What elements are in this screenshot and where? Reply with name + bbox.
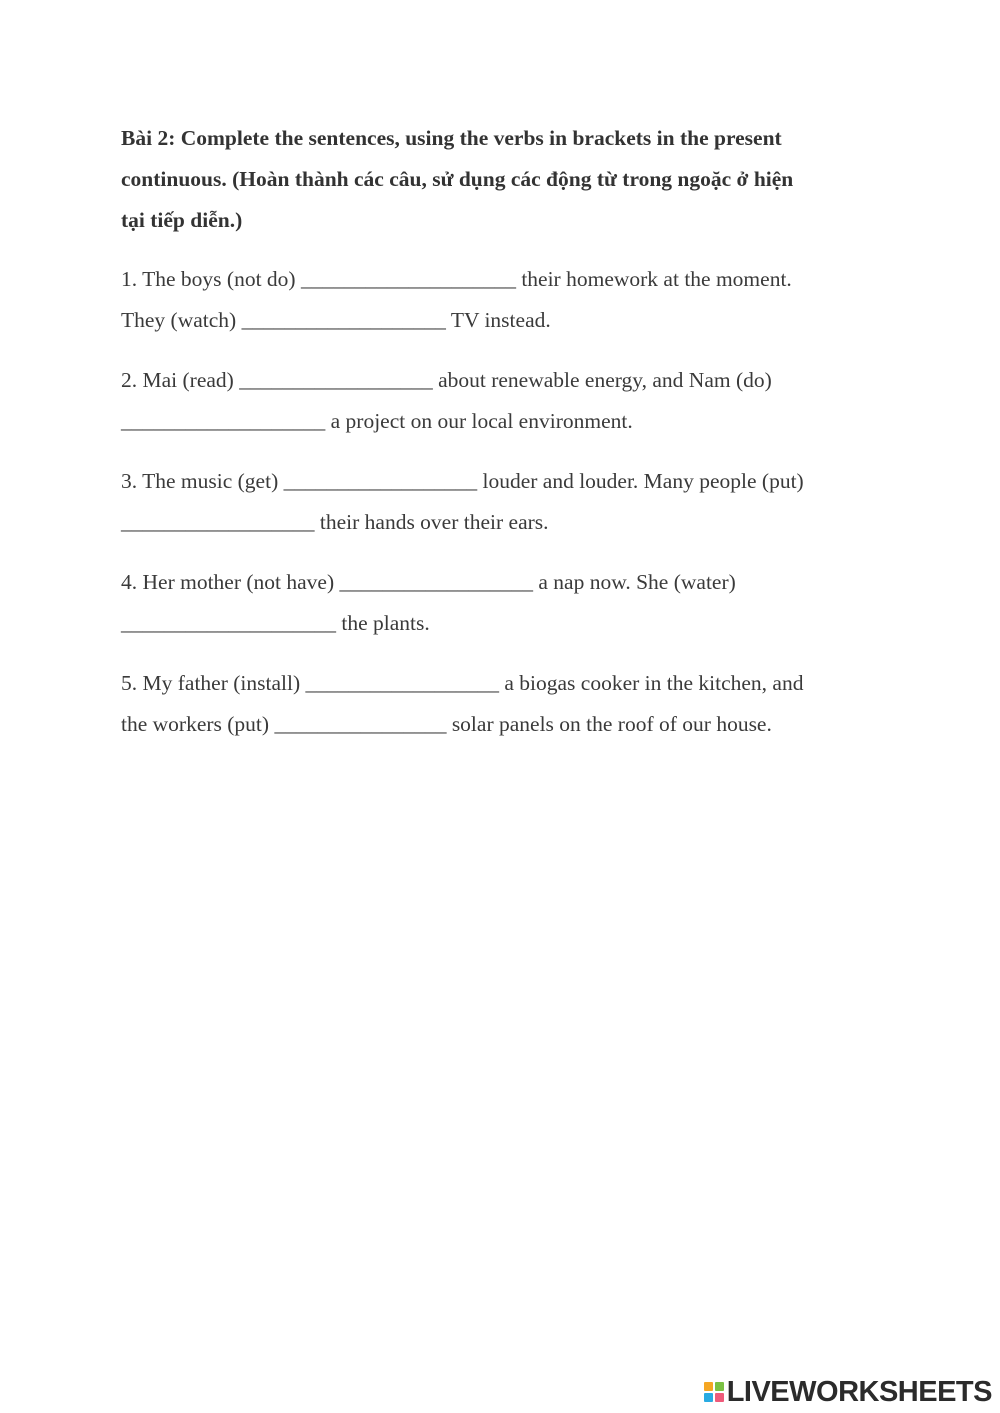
question-line: ____________________ the plants. — [121, 611, 430, 635]
question-line: 2. Mai (read) __________________ about renewable energy, and Nam (do) — [121, 368, 772, 392]
logo-square-icon — [715, 1382, 724, 1391]
worksheet-page — [121, 118, 881, 764]
question-4 — [121, 562, 881, 644]
question-2 — [121, 360, 881, 442]
question-line: ___________________ a project on our local environment. — [121, 409, 633, 433]
instruction-line: Bài 2: Complete the sentences, using the verbs in brackets in the present — [121, 126, 782, 150]
logo-square-icon — [715, 1393, 724, 1402]
question-line: 4. Her mother (not have) __________________ a nap now. She (water) — [121, 570, 736, 594]
question-line: They (watch) ___________________ TV instead. — [121, 308, 551, 332]
question-5 — [121, 663, 881, 745]
liveworksheets-logo-text: LIVEWORKSHEETS — [726, 1376, 992, 1408]
question-1 — [121, 259, 881, 341]
question-line: 5. My father (install) __________________ a biogas cooker in the kitchen, and — [121, 671, 804, 695]
liveworksheets-footer — [704, 1377, 992, 1407]
exercise-instruction — [121, 118, 881, 241]
instruction-line: continuous. (Hoàn thành các câu, sử dụng các động từ trong ngoặc ở hiện — [121, 167, 794, 191]
logo-square-icon — [704, 1382, 713, 1391]
question-line: the workers (put) ________________ solar panels on the roof of our house. — [121, 712, 772, 736]
question-line: __________________ their hands over their ears. — [121, 510, 549, 534]
liveworksheets-logo-icon — [704, 1382, 724, 1402]
question-line: 3. The music (get) __________________ louder and louder. Many people (put) — [121, 469, 804, 493]
question-line: 1. The boys (not do) ____________________ their homework at the moment. — [121, 267, 792, 291]
instruction-line: tại tiếp diễn.) — [121, 208, 243, 232]
question-3 — [121, 461, 881, 543]
logo-square-icon — [704, 1393, 713, 1402]
